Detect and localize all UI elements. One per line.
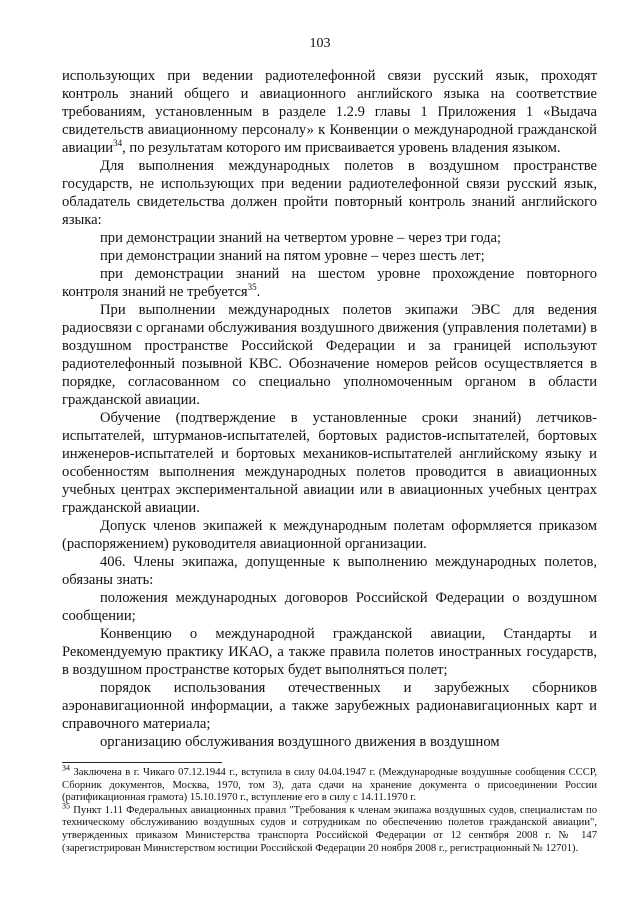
paragraph-text: положения международных договоров Российской Федерации о воздушном сообщении; — [62, 590, 597, 624]
paragraph-text: при демонстрации знаний на пятом уровне – через шесть лет; — [100, 248, 485, 264]
paragraph — [62, 265, 597, 301]
paragraph — [62, 625, 597, 679]
paragraph — [62, 589, 597, 625]
paragraph-text: при демонстрации знаний на шестом уровне прохождение повторного контроля знаний не требуется — [62, 266, 597, 300]
paragraph — [62, 517, 597, 553]
footnote-number: 35 — [62, 801, 70, 811]
footnote-divider — [62, 762, 222, 763]
paragraph-text: при демонстрации знаний на четвертом уровне – через три года; — [100, 230, 502, 246]
footnote-number: 34 — [62, 763, 70, 773]
paragraph — [62, 733, 597, 751]
body-text — [62, 67, 597, 751]
footnote-text: Пункт 1.11 Федеральных авиационных правил "Требования к членам экипажа воздушных судов, специалистам по техническому обслуживанию воздушных судов и сотрудникам по обеспечению полетов гражданской авиации", утвержденных приказом Министерства транспорта Российской Федерации от 12 сентября 2008 г. № 147 (зарегистрирован Министерством юстиции Российской Федерации 20 ноября 2008 г., регистрационный № 12701). — [62, 804, 597, 854]
footnote-ref: 34 — [113, 138, 123, 149]
paragraph-text: Для выполнения международных полетов в воздушном пространстве государств, не использующих при ведении радиотелефонной связи русский язык, обладатель свидетельства должен пройти повторный контроль знаний английского языка: — [62, 158, 597, 228]
paragraph-text: , по результатам которого им присваивается уровень владения языком. — [122, 140, 561, 156]
footnotes — [62, 763, 597, 855]
paragraph-text: использующих при ведении радиотелефонной связи русский язык, проходят контроль знаний общего и авиационного английского языка на соответствие требованиям, установленным в разделе 1.2.9 главы 1 Приложения 1 «Выдача свидетельств авиационному персоналу» к Конвенции о международной гражданской авиации — [62, 68, 597, 156]
paragraph — [62, 409, 597, 517]
paragraph-text: 406. Члены экипажа, допущенные к выполнению международных полетов, обязаны знать: — [62, 554, 597, 588]
paragraph — [62, 67, 597, 157]
footnote — [62, 763, 597, 805]
paragraph — [62, 247, 597, 265]
paragraph — [62, 229, 597, 247]
paragraph — [62, 679, 597, 733]
paragraph — [62, 157, 597, 229]
paragraph-text: Конвенцию о международной гражданской авиации, Стандарты и Рекомендуемую практику ИКАО, а также правила полетов иностранных государств, в воздушном пространстве которых будет выполняться полет; — [62, 626, 597, 678]
paragraph-text: организацию обслуживания воздушного движения в воздушном — [100, 734, 500, 750]
paragraph-text: Допуск членов экипажей к международным полетам оформляется приказом (распоряжением) руководителя авиационной организации. — [62, 518, 597, 552]
paragraph-text: При выполнении международных полетов экипажи ЭВС для ведения радиосвязи с органами обслуживания воздушного движения (управления полетами) в воздушном пространстве Российской Федерации и за границей используют радиотелефонный позывной КВС. Обозначение номеров рейсов осуществляется в порядке, согласованном со специально уполномоченным органом в области гражданской авиации. — [62, 302, 597, 408]
footnote-ref: 35 — [247, 282, 257, 293]
footnote-text: Заключена в г. Чикаго 07.12.1944 г., вступила в силу 04.04.1947 г. (Международные воздушные сообщения СССР, Сборник документов, Москва, 1970, том 3), дата сдачи на хранение документа о присоединении России (ратификационная грамота) 15.10.1970 г., вступление его в силу с 14.11.1970 г. — [62, 767, 597, 804]
paragraph-text: Обучение (подтверждение в установленные сроки знаний) летчиков-испытателей, штурманов-испытателей, бортовых радистов-испытателей, бортовых инженеров-испытателей и бортовых механиков-испытателей английскому языку и особенностям выполнения международных полетов проводится в авиационных учебных центрах экспериментальной авиации или в авиационных учебных центрах гражданской авиации. — [62, 410, 597, 516]
page-number: 103 — [309, 36, 331, 51]
paragraph-text: порядок использования отечественных и зарубежных сборников аэронавигационной информации, а также зарубежных радионавигационных карт и справочного материала; — [62, 680, 597, 732]
paragraph-text: . — [256, 284, 261, 300]
paragraph — [62, 301, 597, 409]
footnote — [62, 801, 597, 855]
paragraph — [62, 553, 597, 589]
